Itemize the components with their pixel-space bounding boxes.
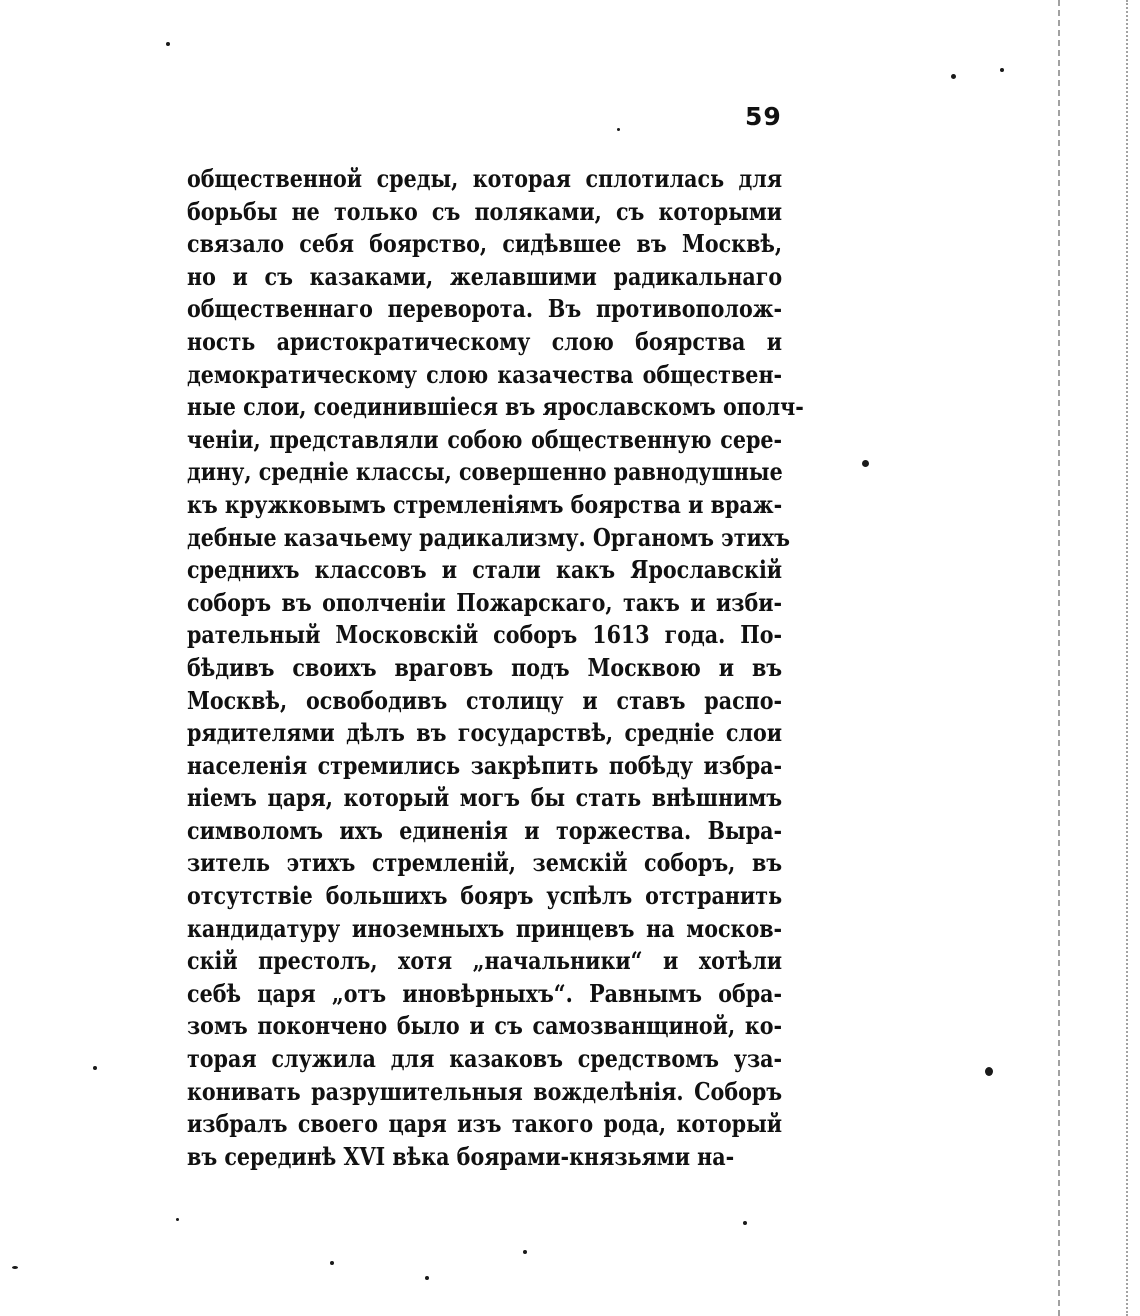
text-line: связало себя боярство, сидѣвшее въ Москвѣ, [187,229,783,259]
text-line: зитель этихъ стремленій, земскій соборъ, въ [187,848,783,878]
text-line: символомъ ихъ единенія и торжества. Выра- [187,815,783,845]
text-line: бѣдивъ своихъ враговъ подъ Москвою и въ [187,652,783,682]
text-line: зомъ покончено было и съ самозванщиной, ко- [187,1011,783,1041]
text-line: ченіи, представляли собою общественную сере- [187,424,783,454]
scan-speck [985,1067,993,1076]
text-line: ные слои, соединившіеся въ ярославскомъ ополч- [187,392,804,422]
scan-speck [425,1276,429,1280]
text-line: общественной среды, которая сплотилась для [187,164,783,193]
text-line: скій престолъ, хотя „начальники“ и хотѣли [187,946,783,976]
text-line: рядителями дѣлъ въ государствѣ, средніе слои [187,718,783,748]
scan-speck [176,1218,179,1221]
scan-speck [617,128,620,131]
text-line: ніемъ царя, который могъ бы стать внѣшнимъ [187,783,783,813]
text-line: но и съ казаками, желавшими радикальнаго [187,261,783,291]
text-line: населенія стремились закрѣпить побѣду избра- [187,750,783,780]
body-text [187,163,804,1173]
text-line: себѣ царя „отъ иновѣрныхъ“. Равнымъ обра- [187,978,783,1008]
text-line: кандидатуру иноземныхъ принцевъ на москов- [187,913,783,943]
text-line: рательный Московскій соборъ 1613 года. По- [187,620,783,650]
text-line: въ серединѣ XVI вѣка боярами-князьями на- [187,1141,735,1171]
text-line: конивать разрушительныя вожделѣнія. Соборъ [187,1076,783,1106]
scan-speck [951,74,956,79]
text-line: соборъ въ ополченіи Пожарскаго, такъ и изби- [187,587,783,617]
scan-speck [330,1261,334,1265]
text-line: дебные казачьему радикализму. Органомъ этихъ [187,522,790,552]
text-line: отсутствіе большихъ бояръ успѣлъ отстранить [187,881,783,911]
binding-edge [1058,0,1064,1316]
text-line: демократическому слою казачества обществен- [187,359,783,389]
text-line: Москвѣ, освободивъ столицу и ставъ распо- [187,685,783,715]
scan-speck [523,1250,527,1254]
text-line: среднихъ классовъ и стали какъ Ярославскій [187,555,783,585]
text-line: торая служила для казаковъ средствомъ уза- [187,1044,783,1074]
text-line: къ кружковымъ стремленіямъ боярства и враж- [187,489,783,519]
scan-speck [93,1066,97,1070]
scan-speck [743,1221,747,1225]
page-edge [1126,0,1131,1316]
scan-speck [862,460,869,467]
page-number: 59 [745,102,782,131]
scan-speck [166,42,170,46]
text-line: ность аристократическому слою боярства и [187,326,783,356]
scan-speck [12,1266,18,1269]
text-line: дину, средніе классы, совершенно равнодушные [187,457,783,487]
text-line: общественнаго переворота. Въ противополож- [187,294,783,324]
scan-speck [1000,68,1004,72]
text-line: избралъ своего царя изъ такого рода, который [187,1109,783,1139]
text-line: борьбы не только съ поляками, съ которыми [187,196,783,226]
